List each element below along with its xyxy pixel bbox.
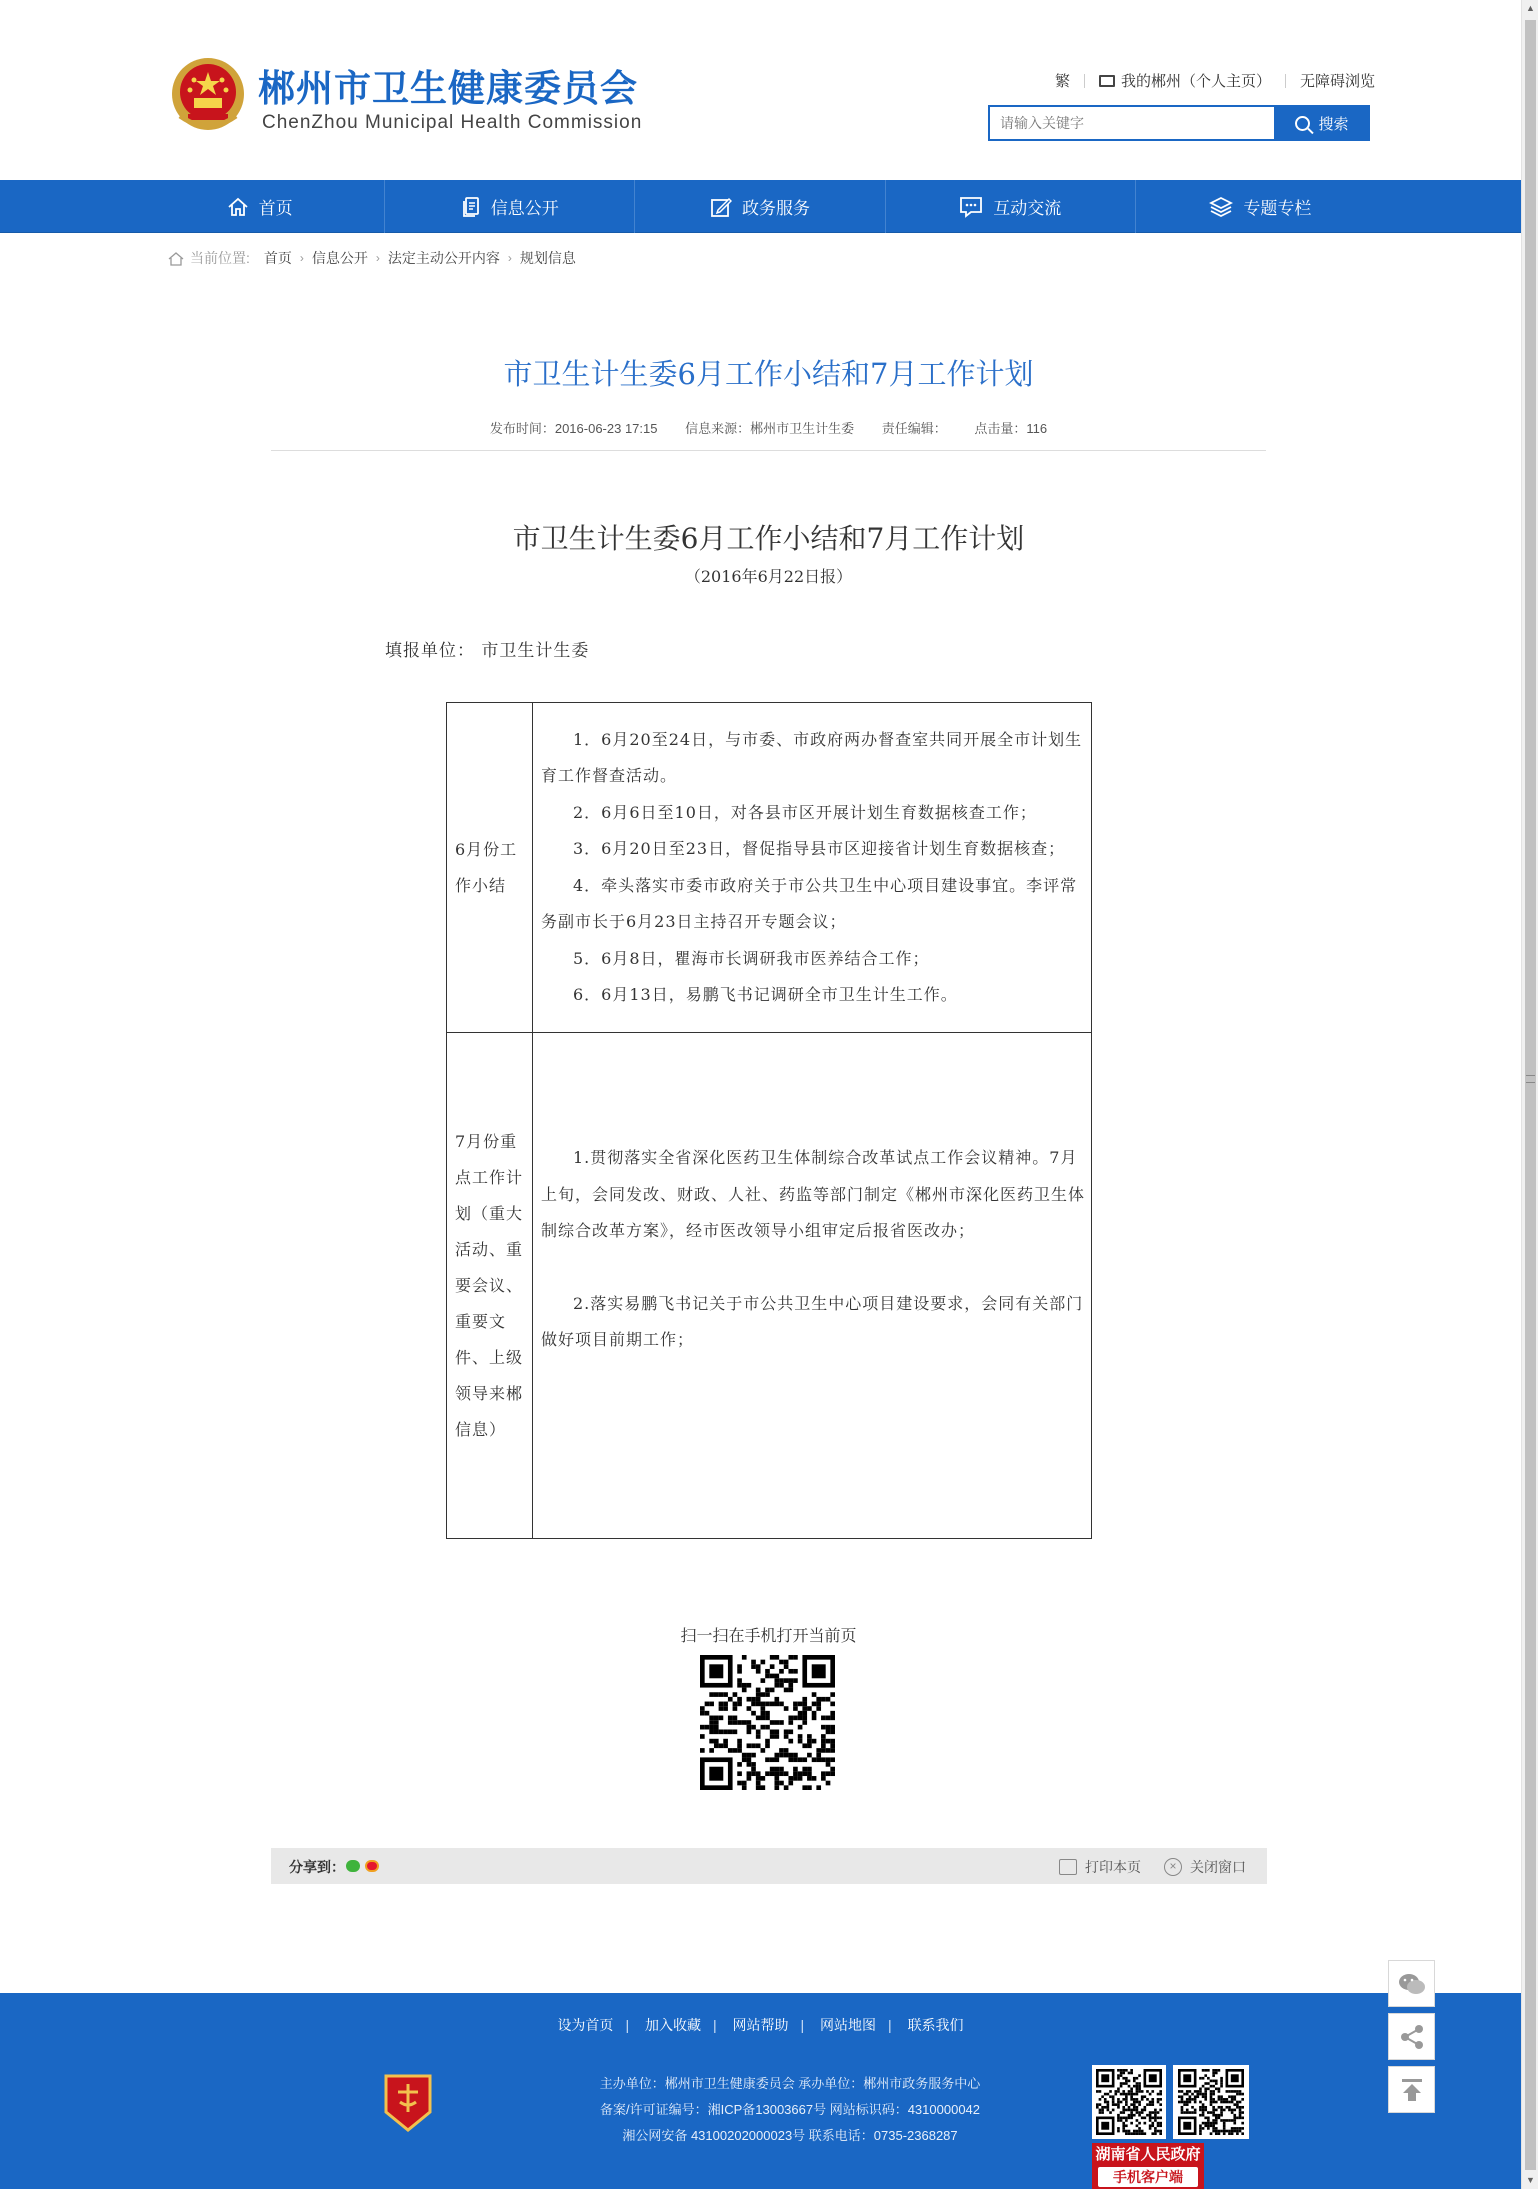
footer-link-contact[interactable]: 联系我们 [907,2017,964,2033]
breadcrumb-label: 当前位置: [190,250,250,266]
top-links [1055,70,1375,91]
wechat-share-icon[interactable] [346,1860,360,1872]
nav-item-gov-service[interactable] [635,180,885,233]
share-label: 分享到： [289,1859,345,1875]
gov-app-link[interactable] [1092,2143,1204,2189]
close-window-button[interactable] [1164,1857,1246,1877]
my-chenzhou-label: 我的郴州（个人主页） [1121,73,1272,90]
nav-item-interaction[interactable] [886,180,1136,233]
reporting-unit: 填报单位： 市卫生计生委 [385,641,590,661]
site-subtitle: ChenZhou Municipal Health Commission [262,112,643,133]
scrollbar-thumb[interactable] [1525,20,1536,2170]
close-icon: × [1164,1858,1182,1876]
document-icon [461,196,481,218]
qr-code-icon [1177,2069,1245,2135]
share-icon [1399,2024,1425,2050]
scrollbar[interactable] [1521,0,1538,2189]
my-chenzhou-link[interactable] [1099,70,1271,91]
qr-code-icon [700,1655,835,1790]
article-title: 市卫生计生委6月工作小结和7月工作计划 [503,357,1034,391]
table-row [447,1033,1092,1539]
info-source: 信息来源：郴州市卫生计生委 [685,421,855,436]
search-button-label: 搜索 [1318,115,1349,133]
responsible-editor: 责任编辑： [881,421,947,436]
footer-links [0,2015,1521,2035]
nav-item-label: 政务服务 [742,199,810,218]
breadcrumb-item-planning[interactable]: 规划信息 [519,250,576,266]
home-icon [227,197,249,217]
breadcrumb-item-legal[interactable]: 法定主动公开内容 [387,250,500,266]
nav-item-label: 互动交流 [993,199,1062,218]
list-item: 1.贯彻落实全省深化医药卫生体制综合改革试点工作会议精神。7月上旬，会同发改、财政、人社、药监等部门制定《郴州市深化医药卫生体制综合改革方案》，经市医改领导小组审定后报省医改办； [541,1148,1086,1241]
site-footer [0,1993,1521,2189]
print-button[interactable] [1059,1857,1141,1877]
click-count: 点击量：116 [974,421,1048,436]
divider: | [888,2017,892,2033]
footer-info [530,2071,1050,2149]
divider: | [625,2017,630,2033]
table-row [447,703,1092,1033]
list-item: 2．6月6日至10日，对各县市区开展计划生育数据核查工作； [573,802,1037,822]
list-item: 3．6月20日至23日，督促指导县市区迎接省计划生育数据核查； [573,839,1066,858]
print-label: 打印本页 [1085,1859,1141,1875]
list-item: 1．6月20至24日，与市委、市政府两办督查室共同开展全市计划生育工作督查活动。 [541,729,1083,785]
share-bar [271,1848,1267,1884]
traditional-chinese-link[interactable]: 繁 [1055,73,1071,90]
printer-icon [1059,1859,1077,1875]
nav-item-home[interactable] [135,180,385,233]
share-float-button[interactable] [1388,2013,1435,2060]
document-title: 市卫生计生委6月工作小结和7月工作计划 [512,522,1025,555]
wechat-float-button[interactable] [1388,1960,1435,2007]
list-item: 2.落实易鹏飞书记关于市公共卫生中心项目建设要求，会同有关部门做好项目前期工作； [541,1293,1084,1350]
close-label: 关闭窗口 [1190,1859,1246,1875]
scroll-down-icon[interactable]: ▼ [1526,2175,1535,2185]
summary-content [533,703,1092,1033]
site-title: 郴州市卫生健康委员会 [258,67,638,110]
article-meta [271,418,1266,437]
party-gov-badge-icon[interactable] [382,2072,434,2132]
search-box [988,105,1370,141]
nav-item-label: 信息公开 [490,199,559,218]
footer-icp: 备案/许可证编号：湘ICP备13003667号 网站标识码：4310000042 [599,2102,981,2117]
qr-code-icon [1096,2069,1162,2135]
list-item: 6．6月13日，易鹏飞书记调研全市卫生计生工作。 [573,985,958,1004]
footer-qr-code [1173,2065,1249,2139]
summary-label: 6月份工作小结 [447,703,533,1033]
qr-caption: 扫一扫在手机打开当前页 [680,1628,857,1645]
accessible-browse-link[interactable]: 无障碍浏览 [1300,73,1376,90]
monitor-icon [1099,75,1115,87]
chevron-right-icon: › [375,251,380,265]
footer-link-favorites[interactable]: 加入收藏 [644,2017,701,2033]
home-icon [168,251,184,266]
chevron-right-icon: › [507,251,512,265]
back-to-top-button[interactable] [1388,2066,1435,2113]
nav-item-label: 专题专栏 [1243,199,1312,218]
chevron-right-icon: › [299,251,304,265]
spacer [541,1395,1085,1431]
footer-link-sitemap[interactable]: 网站地图 [820,2017,877,2033]
divider [1084,74,1085,88]
divider: | [712,2017,717,2033]
layers-icon [1209,196,1233,218]
nav-item-info-disclosure[interactable] [385,180,635,233]
plan-content [533,1033,1092,1539]
spacer [541,1250,1085,1286]
site-header [0,0,1521,180]
document-date: （2016年6月22日报） [684,567,853,586]
list-item: 5．6月8日，瞿海市长调研我市医养结合工作； [573,948,930,968]
footer-sponsor: 主办单位：郴州市卫生健康委员会 承办单位：郴州市政务服务中心 [599,2076,981,2091]
search-input[interactable] [988,105,1274,141]
scrollbar-grip [1526,1075,1535,1083]
list-item: 4．牵头落实市委市政府关于市公共卫生中心项目建设事宜。李评常务副市长于6月23日主持召开专题会议； [541,875,1078,931]
breadcrumb [168,248,576,268]
spacer [541,1359,1085,1395]
work-table [446,702,1092,1539]
chat-icon [959,196,983,218]
arrow-up-icon [1400,2077,1424,2103]
national-emblem-icon [170,54,246,136]
search-button[interactable] [1274,105,1370,141]
weibo-share-icon[interactable] [365,1860,379,1872]
search-icon [1295,116,1310,131]
gov-app-subtitle: 手机客户端 [1098,2167,1198,2187]
footer-qr-code [1092,2065,1166,2139]
main-nav [0,180,1521,233]
divider: | [800,2017,805,2033]
footer-police: 湘公网安备 43100202000023号 联系电话：0735-2368287 [622,2128,958,2143]
breadcrumb-item-home[interactable]: 首页 [263,250,292,266]
scroll-up-icon[interactable]: ▲ [1526,3,1535,13]
nav-item-label: 首页 [258,199,293,218]
breadcrumb-item-info[interactable]: 信息公开 [311,250,368,266]
nav-item-special-topics[interactable] [1136,180,1385,233]
plan-label: 7月份重点工作计划（重大活动、重要会议、重要文件、上级领导来郴信息） [447,1033,533,1539]
gov-app-title: 湖南省人民政府 [1095,2146,1201,2163]
divider [271,450,1266,451]
divider [1285,74,1286,88]
publish-time: 发布时间：2016-06-23 17:15 [489,421,658,436]
footer-link-set-homepage[interactable]: 设为首页 [557,2017,614,2033]
wechat-icon [1397,1971,1427,1997]
edit-icon [710,196,732,218]
footer-link-help[interactable]: 网站帮助 [732,2017,789,2033]
